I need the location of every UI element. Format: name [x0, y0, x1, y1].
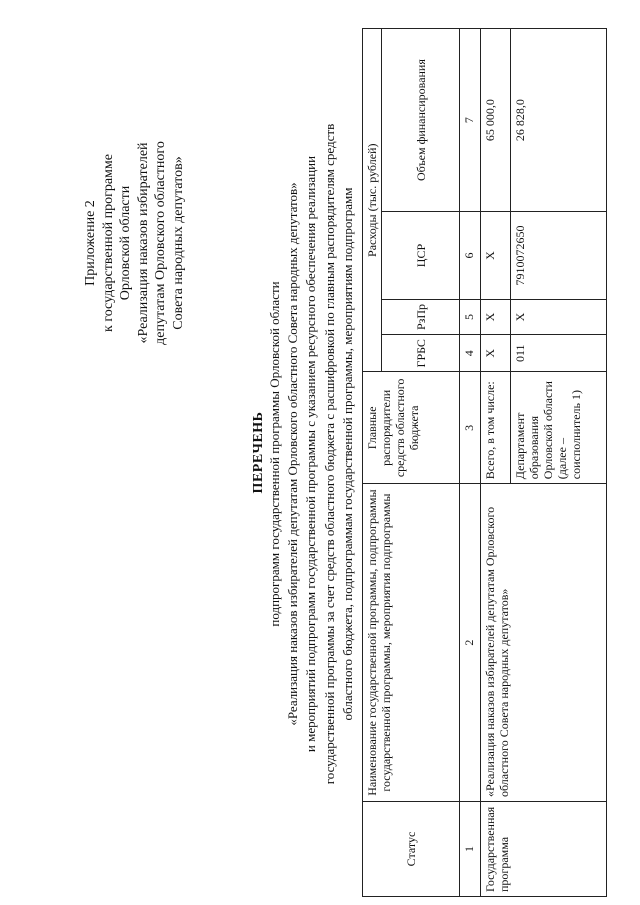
- column-number: 5: [460, 299, 481, 334]
- column-number: 1: [460, 802, 481, 897]
- subtitle-line: «Реализация наказов избирателей депутатам Орловского областного Совета народных депутатов»: [285, 182, 301, 726]
- row-status: Государственная программа: [481, 802, 607, 897]
- appendix-line: Совета народных депутатов»: [170, 156, 186, 330]
- column-number: 4: [460, 335, 481, 372]
- row-grbs: Х: [481, 335, 511, 372]
- subtitle-line: и мероприятий подпрограмм государственной программы с указанием ресурсного обеспечения реализации: [303, 155, 319, 753]
- header-grbs: ГРБС: [382, 335, 460, 372]
- header-csr: ЦСР: [382, 212, 460, 300]
- row-name: «Реализация наказов избирателей депутатам Орловского областного Совета народных депутатов»: [481, 484, 607, 802]
- row-rzpr: Х: [481, 299, 511, 334]
- header-volume: Объем финансирования: [382, 29, 460, 212]
- appendix-line: депутатам Орловского областного: [153, 141, 168, 345]
- appendix-line: «Реализация наказов избирателей: [135, 142, 151, 344]
- column-number: 2: [460, 484, 481, 802]
- row-rzpr: Х: [511, 299, 607, 334]
- row-volume: 65 000,0: [481, 29, 511, 212]
- subtitle-line: подпрограмм государственной программы Орловской области: [267, 281, 282, 627]
- column-number: 7: [460, 29, 481, 212]
- resource-table: [362, 28, 607, 897]
- row-distributor: Департамент образования Орловской области (далее – соисполнитель 1): [511, 372, 607, 484]
- column-number: 6: [460, 212, 481, 300]
- appendix-header: [82, 118, 187, 368]
- table-row: [481, 29, 511, 897]
- row-distributor: Всего, в том числе:: [481, 372, 511, 484]
- column-number-row: [460, 29, 481, 897]
- row-grbs: 011: [511, 335, 607, 372]
- header-distributors: Главные распорядители средств областного бюджета: [363, 372, 460, 484]
- subtitle-line: государственной программы за счет средств областного бюджета с расшифровкой по главным распорядителям средств: [321, 123, 337, 785]
- column-number: 3: [460, 372, 481, 484]
- header-expenses: Расходы (тыс. рублей): [363, 29, 382, 372]
- row-csr: 7910072650: [511, 212, 607, 300]
- subtitle-line: областного бюджета, подпрограммам государственной программы, мероприятиям подпрограмм: [339, 187, 355, 721]
- header-name: Наименование государственной программы, подпрограммы государственной программы, мероприятия подпрограммы: [363, 484, 460, 802]
- header-rzpr: РзПр: [382, 299, 460, 334]
- document-title: ПЕРЕЧЕНЬ: [251, 411, 266, 494]
- row-csr: Х: [481, 212, 511, 300]
- appendix-line: к государственной программе: [100, 154, 116, 332]
- header-row: [363, 29, 382, 897]
- row-volume: 26 828,0: [511, 29, 607, 212]
- appendix-line: Приложение 2: [83, 200, 98, 286]
- document-subtitle: [266, 99, 357, 809]
- header-status: Статус: [363, 802, 460, 897]
- appendix-line: Орловской области: [118, 185, 133, 301]
